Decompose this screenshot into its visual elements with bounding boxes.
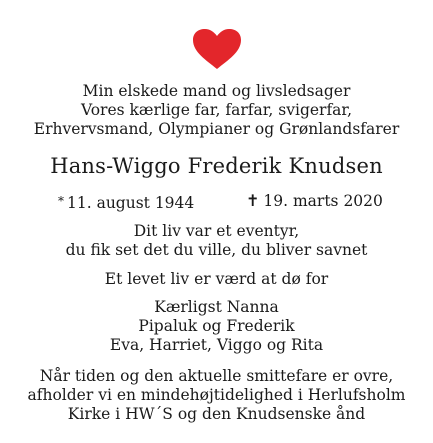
notice-line-2: afholder vi en mindehøjtidelighed i Herlufsholm — [27, 386, 406, 404]
verse-text — [0, 222, 433, 260]
intro-line-3: Erhvervsmand, Olympianer og Grønlandsfarer — [33, 120, 400, 138]
verse-line-1: Dit liv var et eventyr, — [133, 222, 300, 240]
cross-icon: ✝ — [246, 191, 260, 210]
family-line-1: Kærligst Nanna — [154, 298, 279, 316]
family-line-2: Pipaluk og Frederik — [138, 317, 295, 335]
family-signature — [0, 298, 433, 355]
memorial-notice — [0, 367, 433, 424]
intro-line-2: Vores kærlige far, farfar, svigerfar, — [80, 101, 353, 119]
death-date — [246, 190, 383, 212]
deceased-name: Hans-Wiggo Frederik Knudsen — [50, 154, 383, 178]
birth-star-icon: * — [58, 194, 64, 208]
death-date-text: 19. marts 2020 — [263, 192, 383, 210]
intro-text — [0, 82, 433, 139]
notice-line-3: Kirke i HW´S og den Knudsenske ånd — [67, 405, 366, 423]
intro-line-1: Min elskede mand og livsledsager — [82, 82, 351, 100]
birth-date-text: 11. august 1944 — [67, 194, 195, 212]
life-dates — [0, 190, 433, 212]
verse-line-2: du fik set det du ville, du bliver savnet — [65, 241, 368, 259]
family-line-3: Eva, Harriet, Viggo og Rita — [109, 336, 324, 354]
notice-line-1: Når tiden og den aktuelle smittefare er ovre, — [39, 367, 394, 385]
heart-icon — [192, 28, 242, 70]
motto-text: Et levet liv er værd at dø for — [104, 270, 329, 288]
birth-date — [58, 190, 194, 214]
